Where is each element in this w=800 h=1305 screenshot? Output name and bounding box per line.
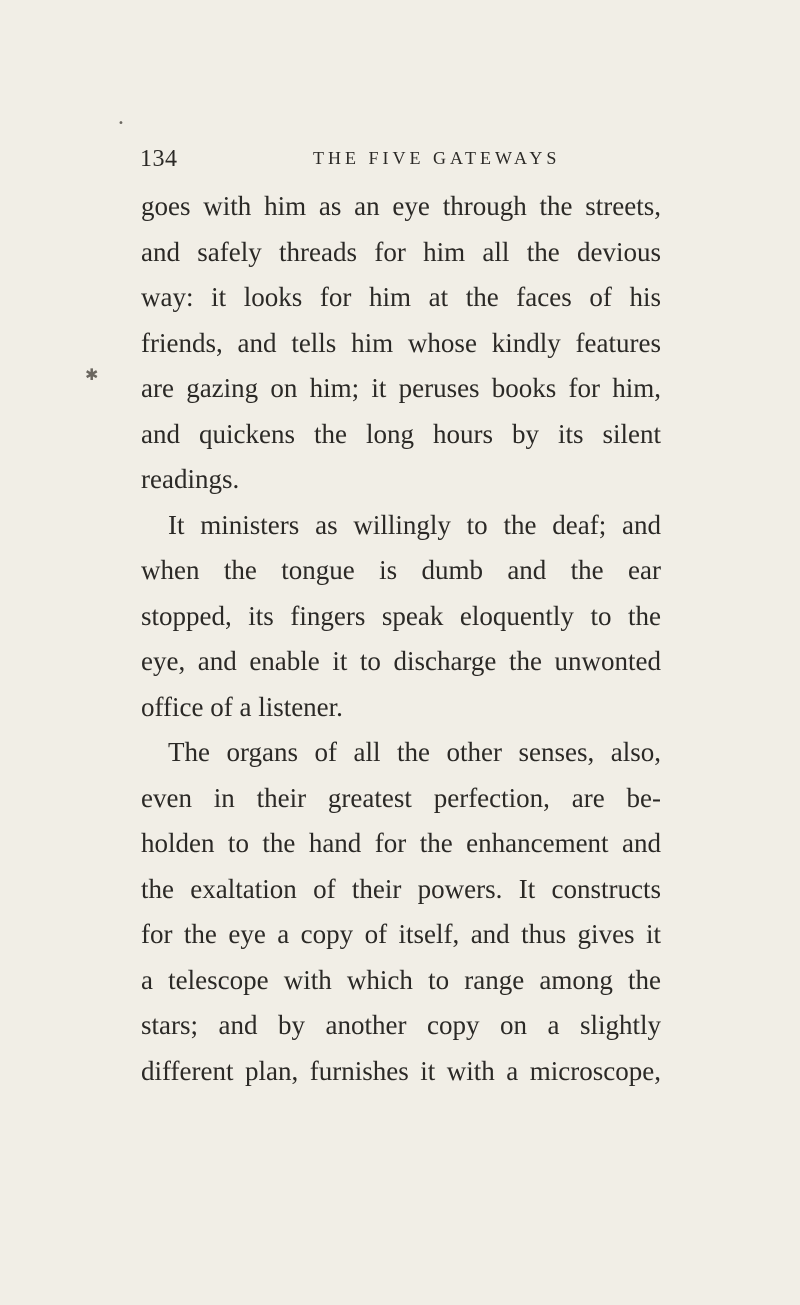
text-line: readings. bbox=[141, 464, 240, 494]
text-line: The organs of all the other senses, also, bbox=[168, 737, 661, 767]
paragraph bbox=[141, 184, 661, 503]
text-line: way: it looks for him at the faces of his bbox=[141, 282, 661, 312]
text-line: different plan, furnishes it with a microscope, bbox=[141, 1055, 661, 1086]
text-line: eye, and enable it to discharge the unwonted bbox=[141, 646, 661, 676]
running-head bbox=[140, 146, 660, 174]
text-line: are gazing on him; it peruses books for him, bbox=[141, 373, 661, 403]
paragraph bbox=[141, 503, 661, 731]
text-line: a telescope with which to range among the bbox=[141, 964, 661, 995]
margin-mark-icon: • bbox=[118, 118, 124, 129]
margin-mark-icon: ✱ bbox=[85, 365, 99, 384]
text-line: and quickens the long hours by its silent bbox=[141, 418, 661, 449]
running-title: THE FIVE GATEWAYS bbox=[313, 148, 561, 168]
text-line: for the eye a copy of itself, and thus gives it bbox=[141, 919, 661, 949]
paragraph bbox=[141, 730, 661, 1094]
text-line: when the tongue is dumb and the ear bbox=[141, 555, 661, 585]
text-line: even in their greatest perfection, are be- bbox=[141, 782, 661, 813]
text-line: friends, and tells him whose kindly features bbox=[141, 327, 661, 358]
text-line: goes with him as an eye through the streets, bbox=[141, 191, 661, 221]
text-line: It ministers as willingly to the deaf; and bbox=[168, 509, 661, 540]
text-line: office of a listener. bbox=[141, 691, 343, 722]
body-text bbox=[141, 184, 661, 1094]
text-line: stars; and by another copy on a slightly bbox=[141, 1010, 661, 1040]
page-number: 134 bbox=[140, 146, 178, 172]
text-line: and safely threads for him all the devious bbox=[141, 236, 661, 267]
text-line: the exaltation of their powers. It constructs bbox=[141, 873, 661, 904]
text-line: holden to the hand for the enhancement and bbox=[141, 828, 661, 858]
text-line: stopped, its fingers speak eloquently to the bbox=[141, 600, 661, 631]
